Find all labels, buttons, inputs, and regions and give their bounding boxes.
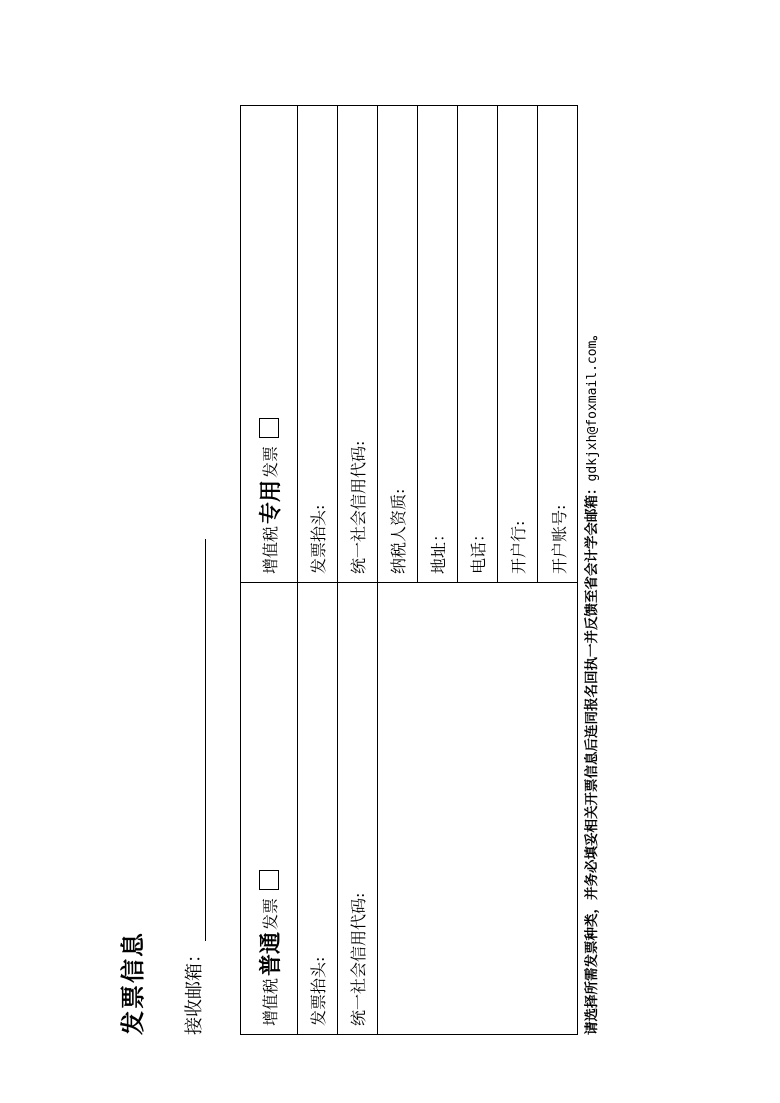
normal-invoice-suffix: 发票 (260, 897, 280, 930)
email-label: 接收邮箱： (184, 945, 205, 1035)
special-invoice-suffix: 发票 (260, 445, 280, 478)
address-field[interactable]: 地址： (418, 106, 458, 582)
normal-invoice-column (241, 583, 577, 1034)
special-invoice-prefix: 增值税 (260, 525, 280, 574)
taxpayer-qualification-field[interactable]: 纳税人资质: (378, 106, 418, 582)
instruction-note (580, 327, 600, 1035)
page-title: 发票信息 (118, 931, 147, 1035)
special-invoice-column (241, 106, 577, 583)
note-end: 。 (584, 327, 600, 341)
normal-invoice-emphasis: 普通 (257, 931, 284, 976)
contact-email: gdkjxh@foxmail.com (585, 340, 600, 482)
invoice-table (240, 105, 578, 1035)
special-invoice-header (241, 106, 298, 582)
normal-invoice-credit-code-field[interactable]: 统一社会信用代码: (338, 583, 378, 1034)
special-invoice-title-field[interactable]: 发票抬头: (298, 106, 338, 582)
note-text: 请选择所需发票种类，并务必填妥相关开票信息后连同报名回执一并反馈至省会计学会邮箱： (584, 481, 600, 1035)
email-field-row (180, 539, 206, 1035)
normal-invoice-header (241, 583, 298, 1034)
email-input-line[interactable] (185, 539, 206, 941)
special-invoice-checkbox[interactable] (259, 418, 279, 438)
special-invoice-emphasis: 专用 (257, 479, 284, 524)
special-invoice-credit-code-field[interactable]: 统一社会信用代码: (338, 106, 378, 582)
normal-invoice-prefix: 增值税 (260, 977, 280, 1026)
normal-invoice-title-field[interactable]: 发票抬头: (298, 583, 338, 1034)
normal-invoice-checkbox[interactable] (259, 870, 279, 890)
phone-field[interactable]: 电话： (458, 106, 498, 582)
bank-account-field[interactable]: 开户账号: (549, 504, 569, 574)
bank-field[interactable]: 开户行: (498, 106, 538, 582)
